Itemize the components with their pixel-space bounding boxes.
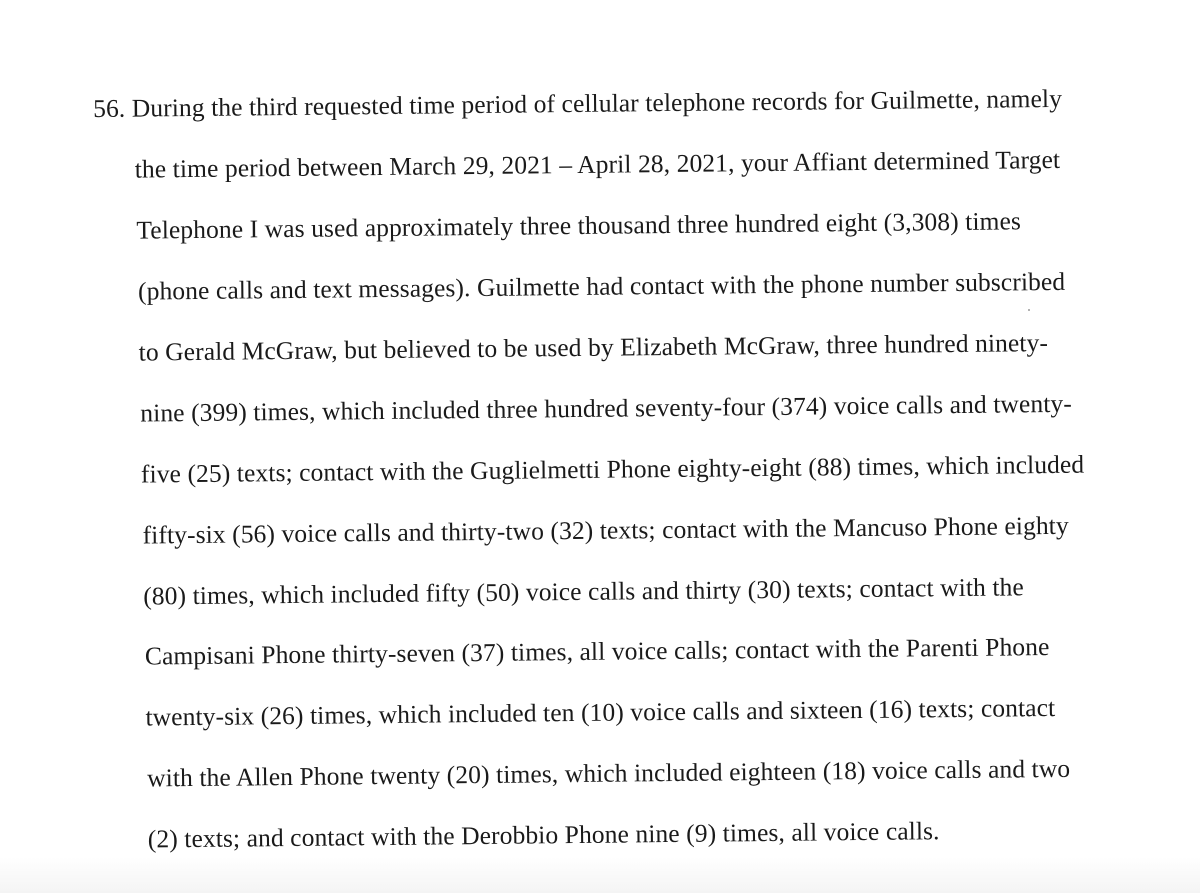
paragraph-line: 56. During the third requested time period of cellular telephone records for Guilmette, namely [92,83,1063,124]
paragraph-line: to Gerald McGraw, but believed to be used by Elizabeth McGraw, three hundred ninety- [138,328,1049,367]
scan-speck [1028,309,1030,311]
paragraph-line: (80) times, which included fifty (50) voice calls and thirty (30) texts; contact with the [143,572,1024,611]
paragraph-line: (phone calls and text messages). Guilmette had contact with the phone number subscribed [137,266,1066,306]
paragraph-line: five (25) texts; contact with the Guglielmetti Phone eighty-eight (88) times, which included [140,449,1085,489]
paragraph-line: Campisani Phone thirty-seven (37) times, all voice calls; contact with the Parenti Phone [144,632,1050,671]
paragraph-line: the time period between March 29, 2021 – April 28, 2021, your Affiant determined Target [134,144,1061,184]
paragraph-line: with the Allen Phone twenty (20) times, which included eighteen (18) voice calls and two [147,753,1071,793]
paragraph-line: nine (399) times, which included three hundred seventy-four (374) voice calls and twenty- [140,388,1073,428]
paragraph-line: (2) texts; and contact with the Derobbio Phone nine (9) times, all voice calls. [147,816,940,854]
paragraph-line: Telephone I was used approximately three thousand three hundred eight (3,308) times [136,206,1022,245]
paragraph-line: twenty-six (26) times, which included ten (10) voice calls and sixteen (16) texts; contact [145,692,1056,732]
paragraph-line: fifty-six (56) voice calls and thirty-two (32) texts; contact with the Mancuso Phone eighty [142,510,1069,550]
